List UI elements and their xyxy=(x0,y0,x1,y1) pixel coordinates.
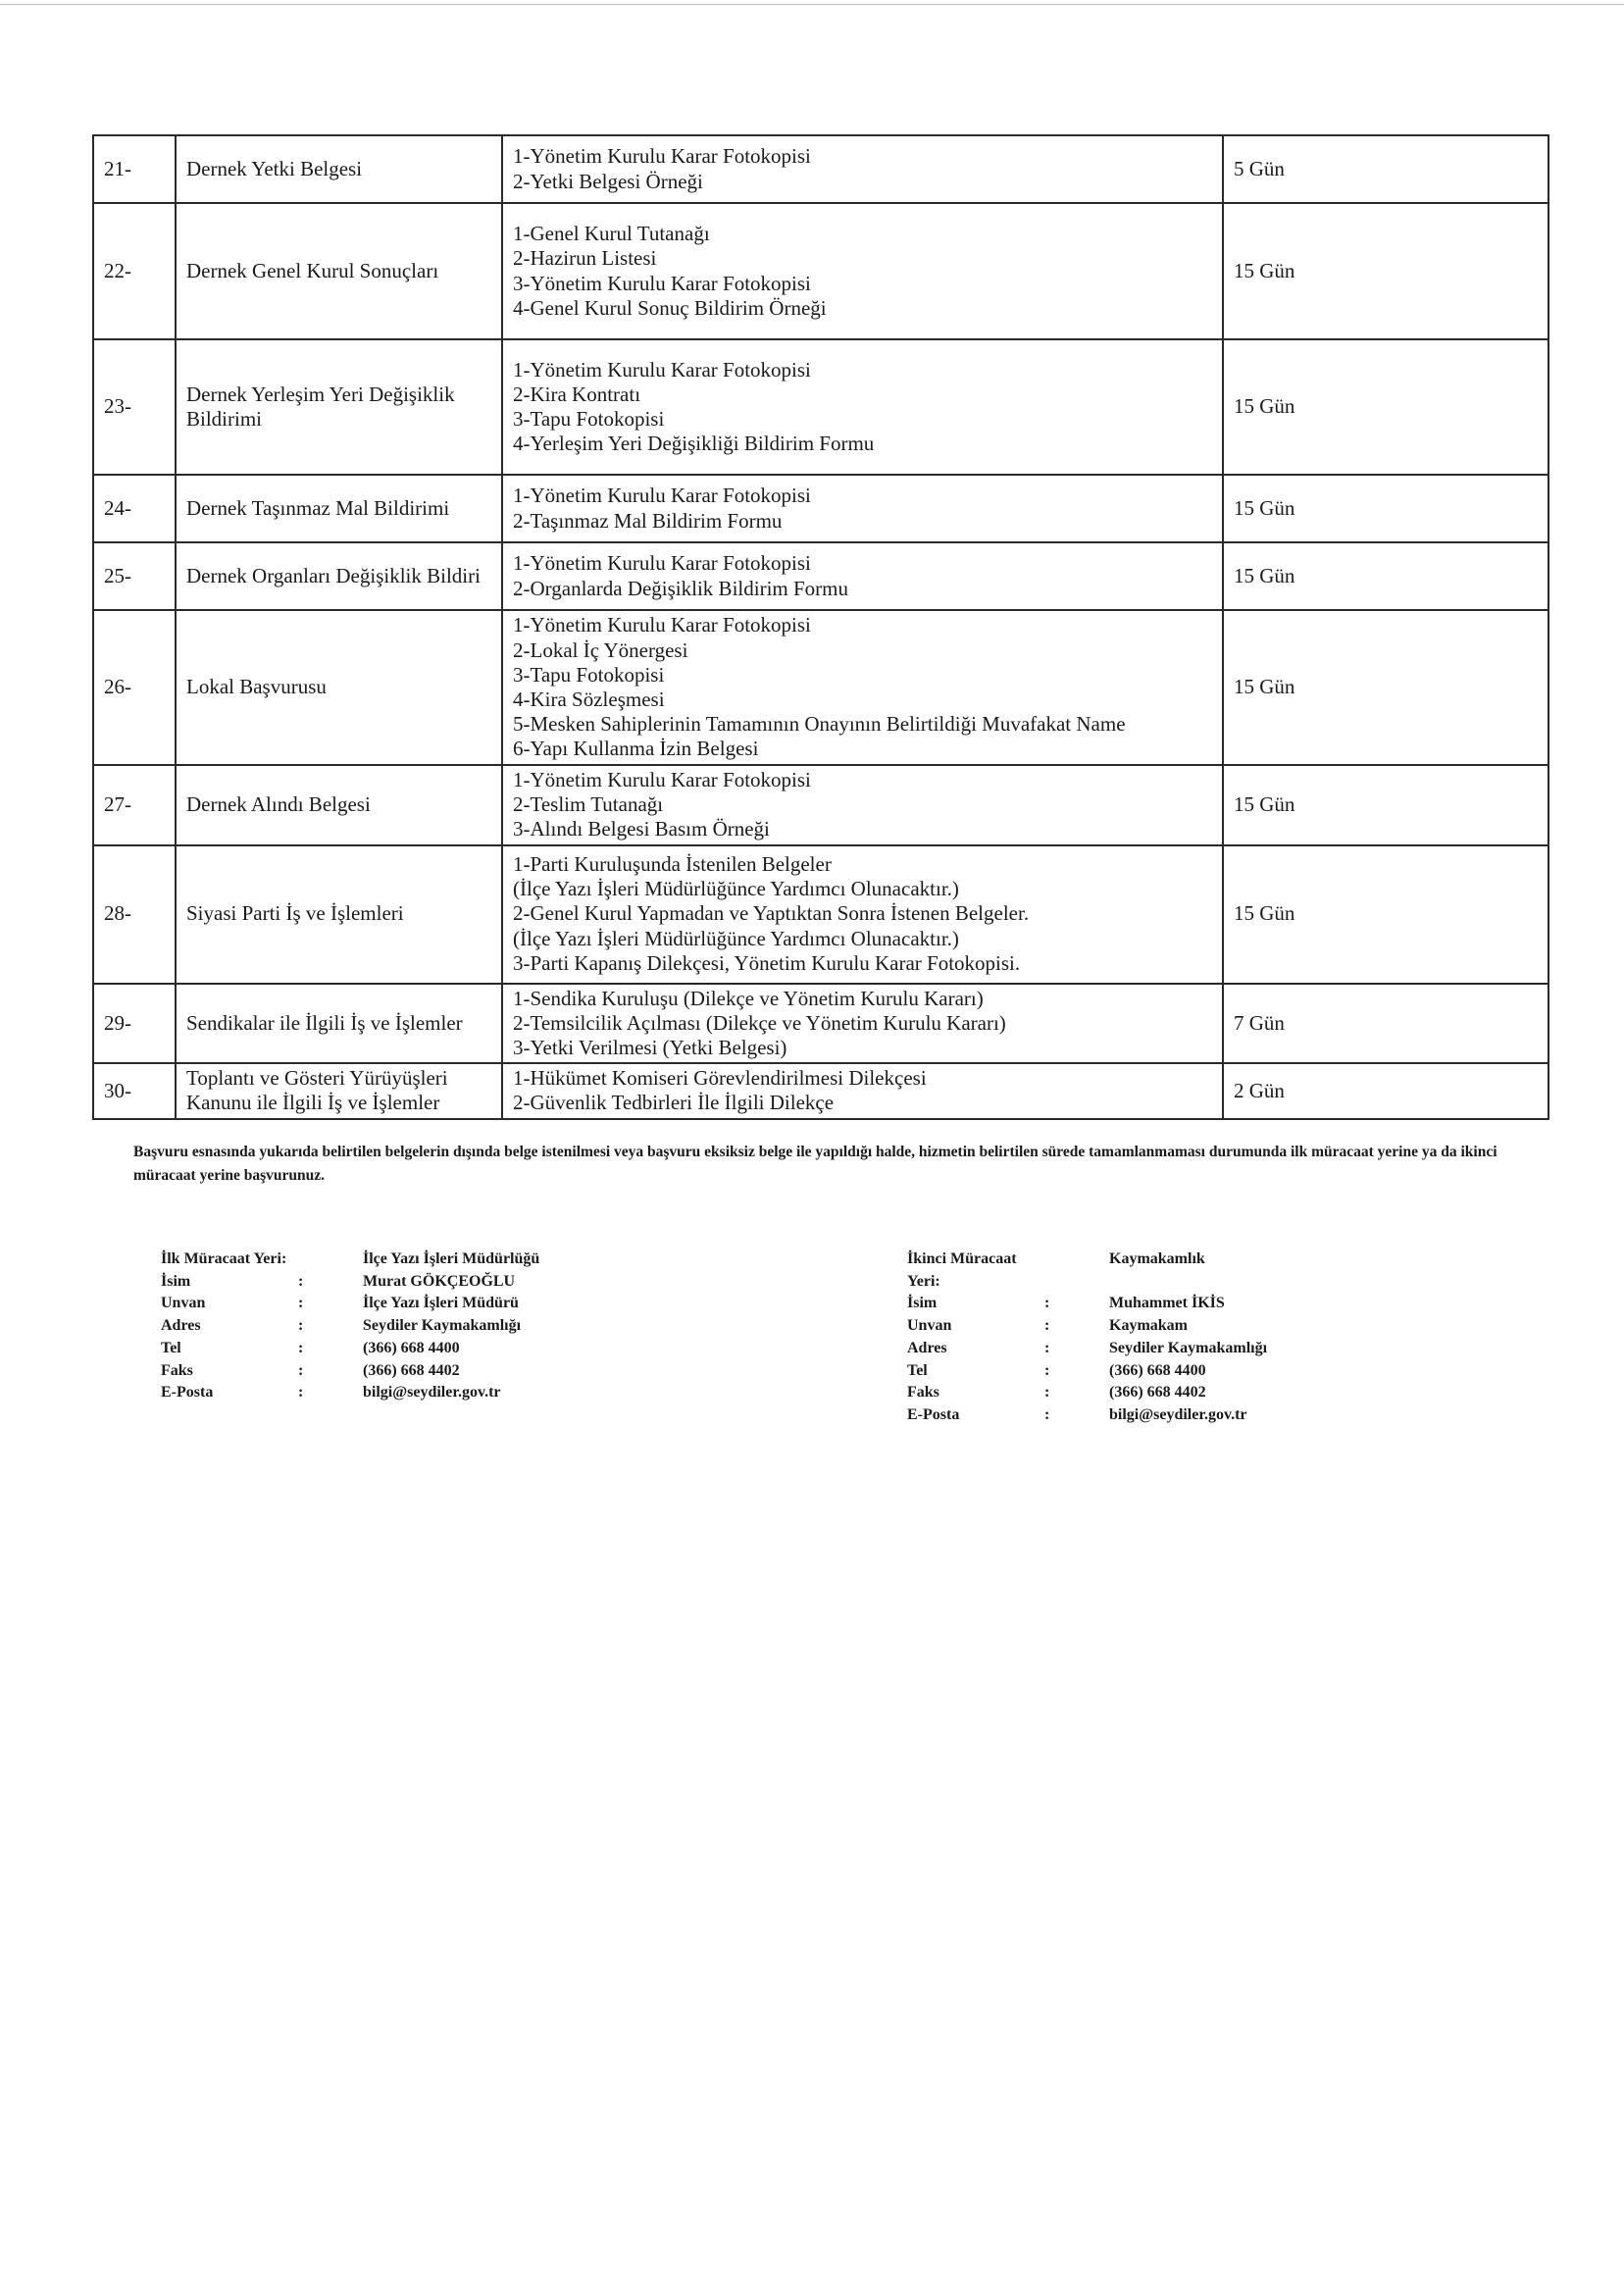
document-item: 4-Kira Sözleşmesi xyxy=(513,688,665,711)
table-row xyxy=(93,542,1548,610)
table-row xyxy=(93,1063,1548,1118)
document-item: 2-Lokal İç Yönergesi xyxy=(513,637,688,662)
first-contact-label: Unvan xyxy=(161,1295,206,1312)
second-contact-value: bilgi@seydiler.gov.tr xyxy=(1109,1406,1247,1424)
first-contact-value: (366) 668 4402 xyxy=(363,1361,460,1379)
first-contact-value: Seydiler Kaymakamlığı xyxy=(363,1317,522,1335)
required-documents xyxy=(502,1063,1223,1118)
service-name: Sendikalar ile İlgili İş ve İşlemler xyxy=(176,984,502,1064)
first-contact-label: Adres xyxy=(161,1317,201,1335)
required-documents xyxy=(502,845,1223,984)
second-application-contact xyxy=(907,1249,1267,1427)
document-item: 1-Yönetim Kurulu Karar Fotokopisi xyxy=(513,144,811,169)
second-contact-label: İsim xyxy=(907,1295,938,1312)
document-item: 2-Hazirun Listesi xyxy=(513,246,657,271)
completion-time: 15 Gün xyxy=(1223,845,1548,984)
service-standards-table-body xyxy=(93,135,1548,1119)
first-contact-label: Tel xyxy=(161,1339,181,1356)
document-item: 3-Yetki Verilmesi (Yetki Belgesi) xyxy=(513,1035,787,1059)
second-contact-label: Adres xyxy=(907,1339,947,1356)
completion-time: 5 Gün xyxy=(1223,135,1548,203)
document-item: 1-Parti Kuruluşunda İstenilen Belgeler xyxy=(513,852,832,877)
document-item: 3-Tapu Fotokopisi xyxy=(513,407,665,431)
first-contact-separator xyxy=(298,1249,363,1271)
service-name: Dernek Genel Kurul Sonuçları xyxy=(176,203,502,339)
second-contact-label: E-Posta xyxy=(907,1406,960,1424)
table-row xyxy=(93,765,1548,845)
completion-time: 15 Gün xyxy=(1223,339,1548,475)
service-number: 27- xyxy=(93,765,176,845)
required-documents xyxy=(502,542,1223,610)
document-item: 2-Kira Kontratı xyxy=(513,382,641,406)
first-contact-value: İlçe Yazı İşleri Müdürlüğü xyxy=(363,1250,540,1267)
document-item: 2-Genel Kurul Yapmadan ve Yaptıktan Sonra İstenen Belgeler. xyxy=(513,901,1030,926)
second-contact-value: (366) 668 4402 xyxy=(1109,1384,1206,1402)
first-contact-separator: : xyxy=(298,1295,304,1312)
service-standards-table xyxy=(92,134,1549,1120)
scan-top-edge-line xyxy=(0,4,1624,5)
completion-time: 15 Gün xyxy=(1223,610,1548,765)
service-name: Dernek Organları Değişiklik Bildiri xyxy=(176,542,502,610)
first-contact-separator: : xyxy=(298,1339,304,1356)
document-item: 2-Organlarda Değişiklik Bildirim Formu xyxy=(513,576,848,600)
table-row xyxy=(93,339,1548,475)
service-number: 21- xyxy=(93,135,176,203)
document-item: 3-Tapu Fotokopisi xyxy=(513,662,665,687)
completion-time: 15 Gün xyxy=(1223,765,1548,845)
document-item: 6-Yapı Kullanma İzin Belgesi xyxy=(513,737,759,761)
required-documents xyxy=(502,610,1223,765)
document-item: 2-Teslim Tutanağı xyxy=(513,792,664,817)
document-item: 1-Genel Kurul Tutanağı xyxy=(513,222,710,246)
document-item: 5-Mesken Sahiplerinin Tamamının Onayının Belirtildiği Muvafakat Name xyxy=(513,712,1126,737)
second-contact-value: Muhammet İKİS xyxy=(1109,1295,1225,1312)
document-item: 1-Yönetim Kurulu Karar Fotokopisi xyxy=(513,613,811,637)
second-contact-label: Faks xyxy=(907,1384,939,1402)
service-name: Dernek Alındı Belgesi xyxy=(176,765,502,845)
document-item: (İlçe Yazı İşleri Müdürlüğünce Yardımcı Olunacaktır.) xyxy=(513,877,959,901)
document-item: 2-Yetki Belgesi Örneği xyxy=(513,169,703,193)
completion-time: 15 Gün xyxy=(1223,542,1548,610)
table-row xyxy=(93,475,1548,542)
document-item: 2-Taşınmaz Mal Bildirim Formu xyxy=(513,508,783,533)
completion-time: 15 Gün xyxy=(1223,203,1548,339)
required-documents xyxy=(502,135,1223,203)
document-item: 4-Genel Kurul Sonuç Bildirim Örneği xyxy=(513,295,827,320)
first-application-contact xyxy=(161,1249,539,1404)
second-contact-label: Tel xyxy=(907,1361,928,1379)
second-contact-separator: : xyxy=(1044,1384,1050,1402)
document-item: 1-Yönetim Kurulu Karar Fotokopisi xyxy=(513,484,811,508)
second-contact-value: Kaymakam xyxy=(1109,1317,1188,1335)
document-item: 3-Alındı Belgesi Basım Örneği xyxy=(513,817,770,841)
service-name: Dernek Yetki Belgesi xyxy=(176,135,502,203)
first-contact-value: İlçe Yazı İşleri Müdürü xyxy=(363,1295,519,1312)
service-name: Lokal Başvurusu xyxy=(176,610,502,765)
document-item: 2-Temsilcilik Açılması (Dilekçe ve Yönetim Kurulu Kararı) xyxy=(513,1010,1006,1035)
second-contact-separator: : xyxy=(1044,1295,1050,1312)
first-contact-value: bilgi@seydiler.gov.tr xyxy=(363,1384,501,1402)
second-contact-value: (366) 668 4400 xyxy=(1109,1361,1206,1379)
required-documents xyxy=(502,339,1223,475)
service-number: 23- xyxy=(93,339,176,475)
second-contact-value: Seydiler Kaymakamlığı xyxy=(1109,1339,1268,1356)
service-name: Dernek Yerleşim Yeri Değişiklik Bildirimi xyxy=(176,339,502,475)
second-contact-value: Kaymakamlık xyxy=(1109,1250,1205,1267)
completion-time: 2 Gün xyxy=(1223,1063,1548,1118)
second-contact-separator: : xyxy=(1044,1361,1050,1379)
first-contact-separator: : xyxy=(298,1361,304,1379)
document-item: 2-Güvenlik Tedbirleri İle İlgili Dilekçe xyxy=(513,1091,835,1115)
second-contact-separator: : xyxy=(1044,1406,1050,1424)
document-item: 1-Hükümet Komiseri Görevlendirilmesi Dilekçesi xyxy=(513,1066,927,1091)
service-number: 29- xyxy=(93,984,176,1064)
first-contact-label: E-Posta xyxy=(161,1384,214,1402)
document-item: 3-Parti Kapanış Dilekçesi, Yönetim Kurulu Karar Fotokopisi. xyxy=(513,950,1021,975)
first-contact-value: Murat GÖKÇEOĞLU xyxy=(363,1272,516,1290)
table-row xyxy=(93,984,1548,1064)
document-item: 1-Yönetim Kurulu Karar Fotokopisi xyxy=(513,551,811,576)
first-contact-label: İlk Müracaat Yeri: xyxy=(161,1250,287,1267)
required-documents xyxy=(502,203,1223,339)
completion-time: 7 Gün xyxy=(1223,984,1548,1064)
document-item: (İlçe Yazı İşleri Müdürlüğünce Yardımcı Olunacaktır.) xyxy=(513,926,959,950)
first-contact-label: İsim xyxy=(161,1272,191,1290)
first-contact-separator: : xyxy=(298,1317,304,1335)
required-documents xyxy=(502,984,1223,1064)
table-row xyxy=(93,135,1548,203)
required-documents xyxy=(502,765,1223,845)
first-contact-separator: : xyxy=(298,1384,304,1402)
service-name: Siyasi Parti İş ve İşlemleri xyxy=(176,845,502,984)
document-item: 3-Yönetim Kurulu Karar Fotokopisi xyxy=(513,271,811,295)
table-row xyxy=(93,845,1548,984)
document-item: 1-Sendika Kuruluşu (Dilekçe ve Yönetim Kurulu Kararı) xyxy=(513,986,984,1010)
application-notice: Başvuru esnasında yukarıda belirtilen belgelerin dışında belge istenilmesi veya başvuru eksiksiz belge ile yapıldığı halde, hizmetin belirtilen sürede tamamlanmaması durumunda ilk müracaat yerine ya da ikinci müracaat yerine başvurunuz. xyxy=(133,1144,1497,1185)
service-number: 24- xyxy=(93,475,176,542)
document-item: 4-Yerleşim Yeri Değişikliği Bildirim Formu xyxy=(513,432,875,456)
completion-time: 15 Gün xyxy=(1223,475,1548,542)
first-contact-label: Faks xyxy=(161,1361,193,1379)
service-name: Toplantı ve Gösteri Yürüyüşleri Kanunu ile İlgili İş ve İşlemler xyxy=(176,1063,502,1118)
second-contact-separator: : xyxy=(1044,1339,1050,1356)
service-number: 28- xyxy=(93,845,176,984)
service-number: 26- xyxy=(93,610,176,765)
service-number: 25- xyxy=(93,542,176,610)
first-contact-value: (366) 668 4400 xyxy=(363,1339,460,1356)
table-row xyxy=(93,203,1548,339)
second-contact-separator xyxy=(1044,1249,1109,1293)
first-contact-separator: : xyxy=(298,1272,304,1290)
second-contact-separator: : xyxy=(1044,1317,1050,1335)
service-number: 22- xyxy=(93,203,176,339)
document-item: 1-Yönetim Kurulu Karar Fotokopisi xyxy=(513,768,811,791)
table-row xyxy=(93,610,1548,765)
service-name: Dernek Taşınmaz Mal Bildirimi xyxy=(176,475,502,542)
second-contact-label: Unvan xyxy=(907,1317,952,1335)
second-contact-label: İkinci Müracaat Yeri: xyxy=(907,1250,1017,1290)
service-number: 30- xyxy=(93,1063,176,1118)
required-documents xyxy=(502,475,1223,542)
document-item: 1-Yönetim Kurulu Karar Fotokopisi xyxy=(513,357,811,382)
